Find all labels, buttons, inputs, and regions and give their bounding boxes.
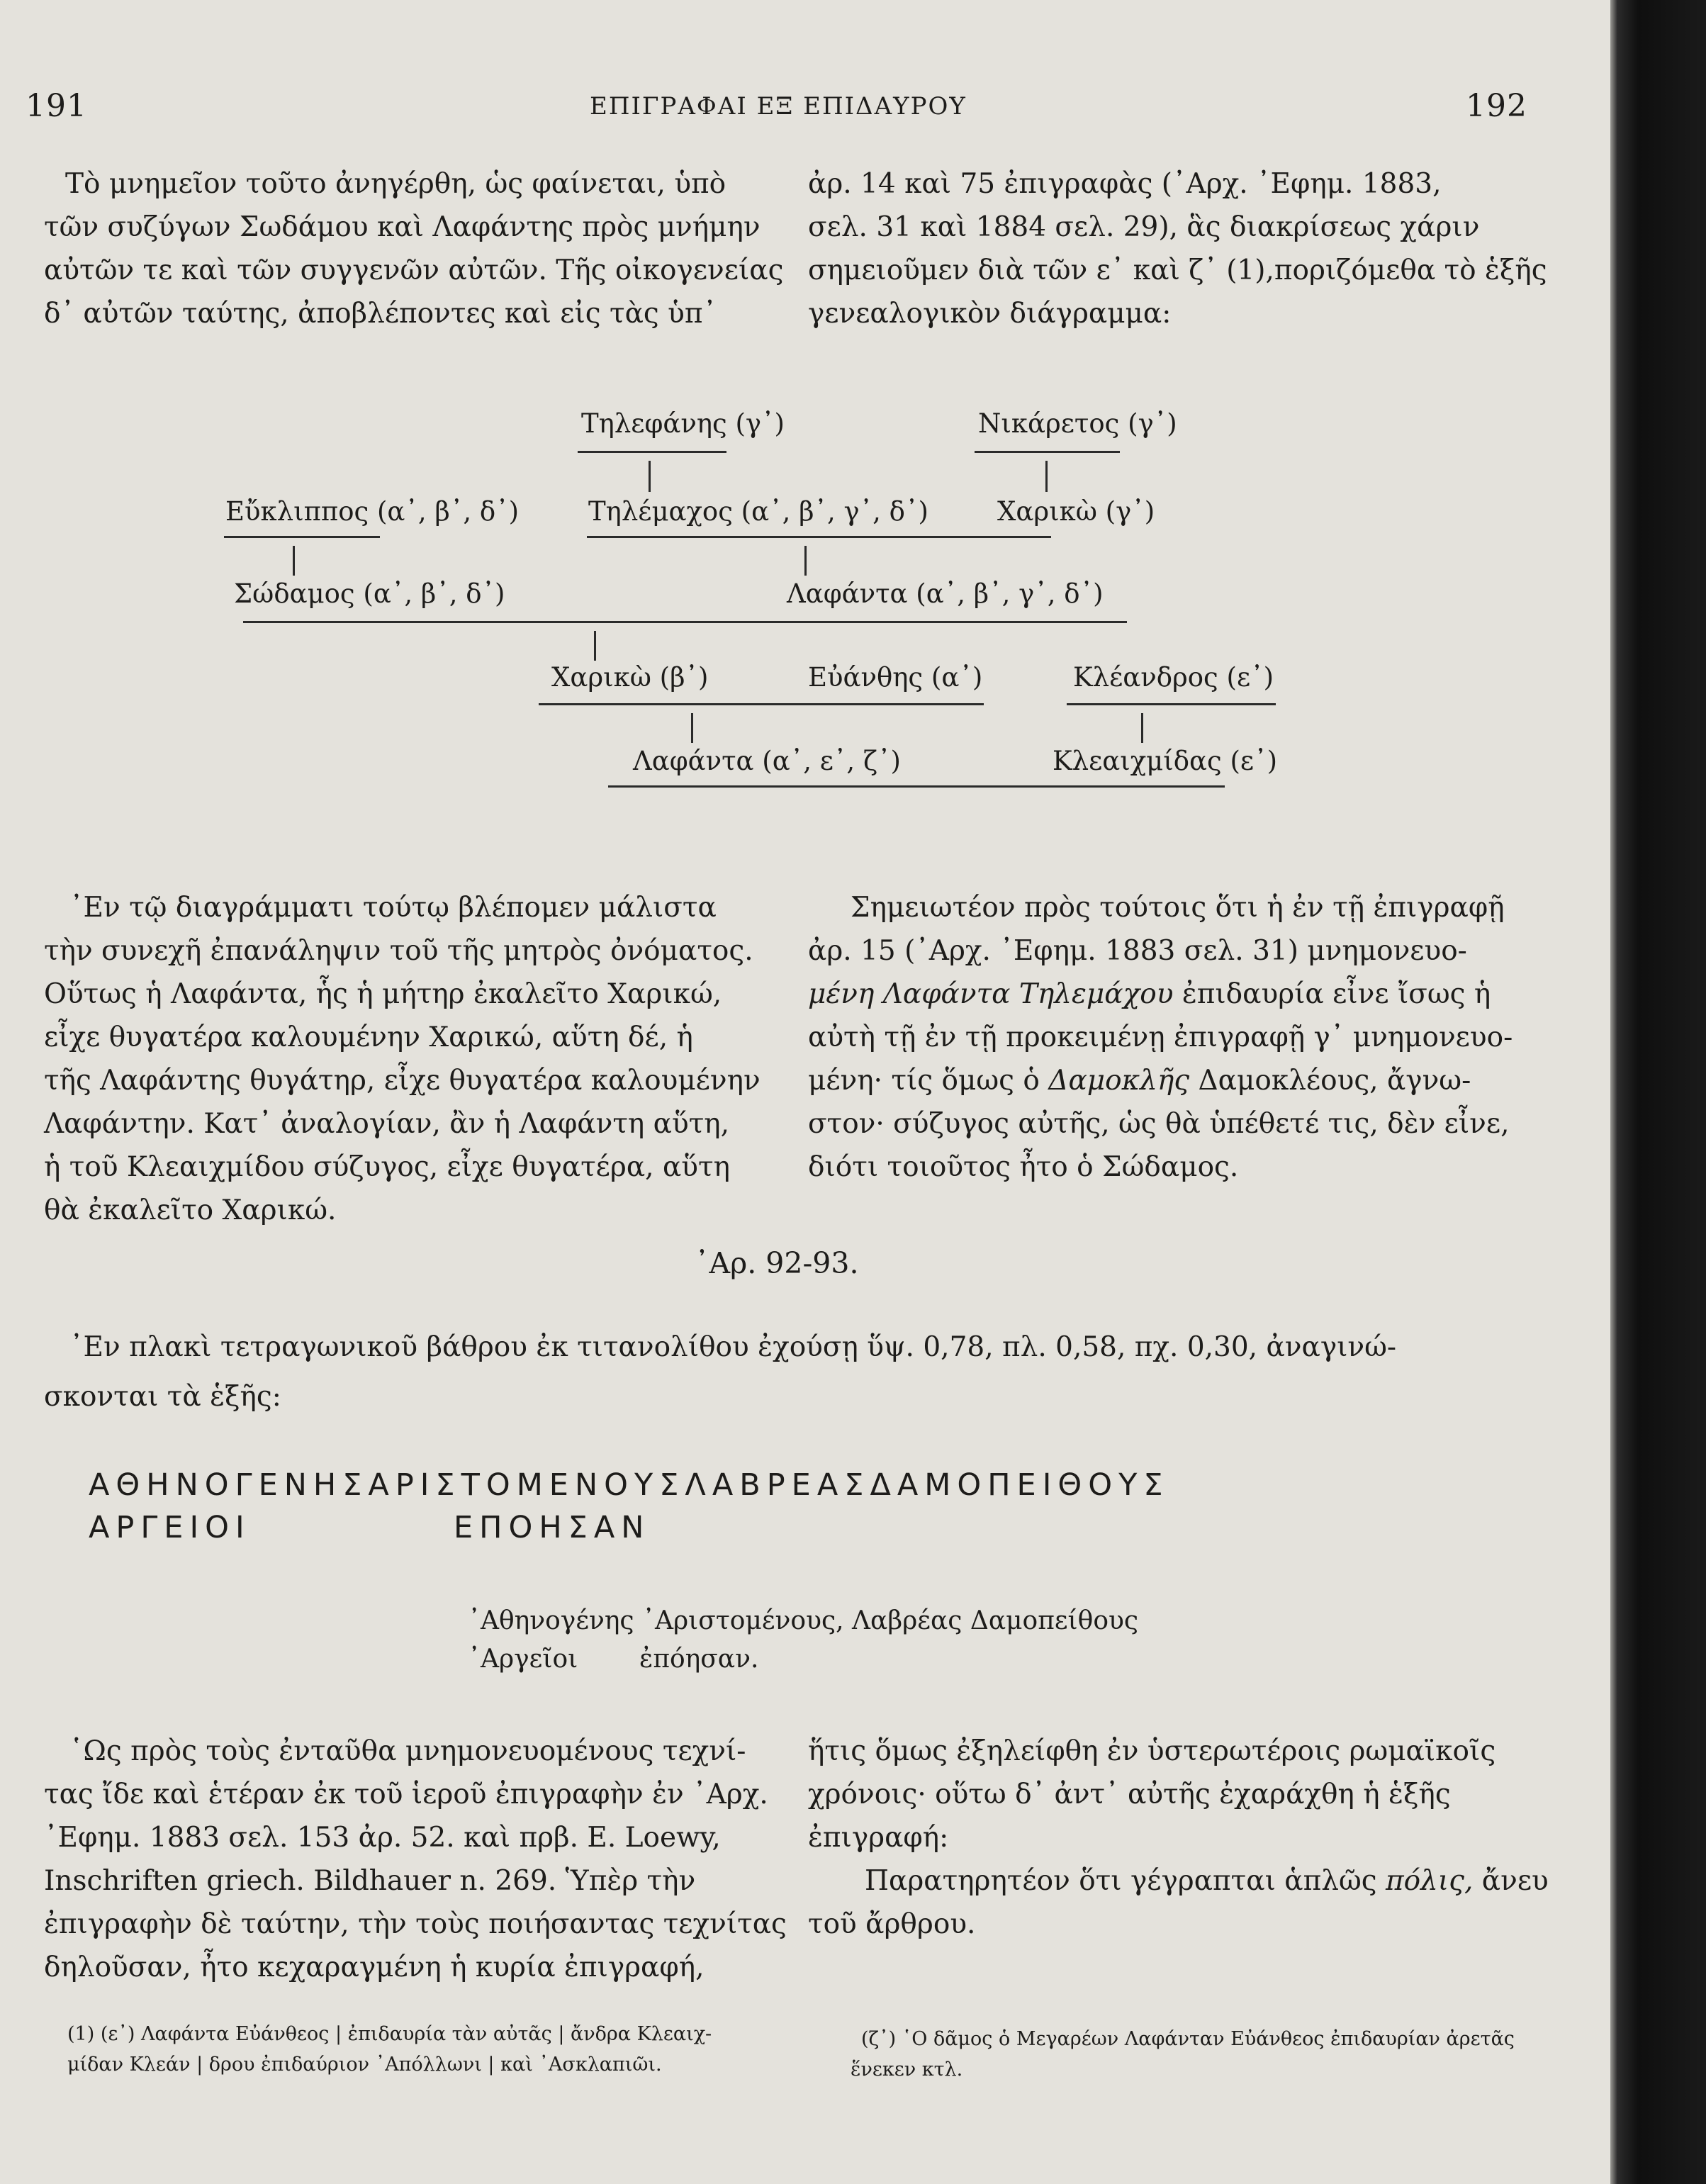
intro-right-line: σημειοῦμεν διὰ τῶν ε᾽ καὶ ζ᾽ (1),ποριζόμεθα τὸ ἑξῆς (808, 254, 1547, 286)
person-telemachos: Τηλέμαχος (α᾽, β᾽, γ᾽, δ᾽) (588, 496, 928, 527)
page-number-right: 192 (1466, 88, 1527, 124)
mid-left-line: Οὕτως ἡ Λαφάντα, ἧς ἡ μήτηρ ἐκαλεῖτο Χαρικώ, (44, 978, 722, 1010)
footnote-left-line: (1) (ε᾽) Λαφάντα Εὐάνθεος | ἐπιδαυρία τὰν αὐτᾶς | ἄνδρα Κλεαιχ- (67, 2023, 712, 2045)
bottom-right-line: ἐπιγραφή: (808, 1822, 949, 1854)
marriage-line (224, 536, 380, 538)
person-telephanes: Τηλεφάνης (γ᾽) (581, 408, 785, 439)
descent-line (691, 713, 693, 743)
person-kleaichmidas: Κλεαιχμίδας (ε᾽) (1053, 746, 1278, 776)
inscription-line-2a: ΑΡΓΕΙΟΙ (89, 1510, 251, 1545)
mid-left-line: εἶχε θυγατέρα καλουμένην Χαρικώ, αὕτη δέ, ἡ (44, 1021, 693, 1053)
intro-right-line: γενεαλογικὸν διάγραμμα: (808, 298, 1172, 330)
footnote-right-line: (ζ᾽) ῾Ο δᾶμος ὁ Μεγαρέων Λαφάνταν Εὐάνθεος ἐπιδαυρίαν ἀρετᾶς (861, 2028, 1515, 2050)
mid-right-line: μένη· τίς ὅμως ὁ Δαμοκλῆς Δαμοκλέους, ἄγνω- (808, 1065, 1471, 1097)
person-kleandros: Κλέανδρος (ε᾽) (1073, 662, 1274, 693)
mid-right-line: ἀρ. 15 (᾽Αρχ. ᾽Εφημ. 1883 σελ. 31) μνημονευο- (808, 935, 1467, 967)
mid-left-line: ᾽Εν τῷ διαγράμματι τούτῳ βλέπομεν μάλιστα (69, 892, 717, 924)
footnote-right-line: ἕνεκεν κτλ. (851, 2059, 963, 2081)
italic-name: Δαμοκλῆς (1048, 1065, 1190, 1097)
intro-right-line: ἀρ. 14 καὶ 75 ἐπιγραφὰς (᾽Αρχ. ᾽Εφημ. 1883, (808, 168, 1442, 200)
person-sodamos: Σώδαμος (α᾽, β᾽, δ᾽) (234, 578, 505, 609)
section-number: ᾽Αρ. 92-93. (695, 1246, 859, 1280)
page-number-left: 191 (26, 88, 87, 124)
description-line: ᾽Εν πλακὶ τετραγωνικοῦ βάθρου ἐκ τιτανολίθου ἐχούσῃ ὕψ. 0,78, πλ. 0,58, πχ. 0,30, ἀναγινώ- (69, 1331, 1397, 1363)
intro-right-line: σελ. 31 καὶ 1884 σελ. 29), ἃς διακρίσεως χάριν (808, 211, 1480, 243)
person-euanthes: Εὐάνθης (α᾽) (808, 662, 983, 693)
intro-left-line: τῶν συζύγων Σωδάμου καὶ Λαφάντης πρὸς μνήμην (44, 211, 761, 243)
bottom-left-line: ᾽Εφημ. 1883 σελ. 153 ἀρ. 52. καὶ πρβ. E. Loewy, (44, 1822, 721, 1854)
mid-right-line: αὐτὴ τῇ ἐν τῇ προκειμένῃ ἐπιγραφῇ γ᾽ μνημονευο- (808, 1021, 1513, 1053)
mid-left-line: θὰ ἐκαλεῖτο Χαρικώ. (44, 1194, 337, 1226)
bottom-left-line: Inschriften griech. Bildhauer n. 269. Ὑπὲρ τὴν (44, 1865, 696, 1897)
person-euklippos: Εὔκλιππος (α᾽, β᾽, δ᾽) (225, 496, 520, 527)
bottom-left-line: ἐπιγραφὴν δὲ ταύτην, τὴν τοὺς ποιήσαντας τεχνίτας (44, 1908, 787, 1940)
footnote-left-line: μίδαν Κλεάν | δρου ἐπιδαύριον ᾽Απόλλωνι | καὶ ᾽Ασκλαπιῶι. (67, 2054, 662, 2076)
person-chariko-g: Χαρικὼ (γ᾽) (997, 496, 1155, 527)
italic-word: πόλις, (1386, 1865, 1474, 1897)
descent-line (649, 461, 651, 492)
person-nikaretos: Νικάρετος (γ᾽) (978, 408, 1177, 439)
intro-left-line: αὐτῶν τε καὶ τῶν συγγενῶν αὐτῶν. Τῆς οἰκογενείας (44, 254, 784, 286)
description-line: σκονται τὰ ἑξῆς: (44, 1381, 281, 1413)
marriage-line (975, 451, 1120, 453)
bottom-right-line: τοῦ ἄρθρου. (808, 1908, 976, 1940)
descent-line (804, 546, 807, 576)
mid-left-line: Λαφάντην. Κατ᾽ ἀναλογίαν, ἂν ἡ Λαφάντη αὕτη, (44, 1108, 730, 1140)
marriage-line (608, 785, 1225, 788)
transcription-line-2b: ἐπόησαν. (639, 1645, 759, 1674)
descent-line (1141, 713, 1143, 743)
descent-line (594, 631, 596, 661)
mid-right-line: Σημειωτέον πρὸς τούτοις ὅτι ἡ ἐν τῇ ἐπιγραφῇ (851, 892, 1505, 924)
intro-left-line: δ᾽ αὐτῶν ταύτης, ἀποβλέποντες καὶ εἰς τὰς ὑπ᾽ (44, 298, 717, 330)
transcription-line-1: ᾽Αθηνογένης ᾽Αριστομένους, Λαβρέας Δαμοπείθους (468, 1606, 1139, 1635)
inscription-line-2b: ΕΠΟΗΣΑΝ (454, 1510, 651, 1545)
bottom-left-line: δηλοῦσαν, ἦτο κεχαραγμένη ἡ κυρία ἐπιγραφή, (44, 1951, 705, 1983)
mid-left-line: τὴν συνεχῆ ἐπανάληψιν τοῦ τῆς μητρὸς ὀνόματος. (44, 935, 753, 967)
person-laphanta-2: Λαφάντα (α᾽, ε᾽, ζ᾽) (633, 746, 901, 776)
transcription-line-2a: ᾽Αργεῖοι (468, 1645, 578, 1674)
book-binding-shadow (1610, 0, 1706, 2184)
descent-line (293, 546, 295, 576)
bottom-right-line: Παρατηρητέον ὅτι γέγραπται ἁπλῶς πόλις, ἄνευ (865, 1865, 1549, 1897)
mid-left-line: τῆς Λαφάντης θυγάτηρ, εἶχε θυγατέρα καλουμένην (44, 1065, 761, 1097)
marriage-line (578, 451, 726, 453)
italic-name: μένη Λαφάντα Τηλεμάχου (808, 978, 1174, 1010)
person-laphanta: Λαφάντα (α᾽, β᾽, γ᾽, δ᾽) (787, 578, 1104, 609)
mid-right-line: μένη Λαφάντα Τηλεμάχου ἐπιδαυρία εἶνε ἴσως ἡ (808, 978, 1491, 1010)
bottom-right-line: χρόνοις· οὕτω δ᾽ ἀντ᾽ αὐτῆς ἐχαράχθη ἡ ἑξῆς (808, 1779, 1451, 1810)
bottom-right-line: ἥτις ὅμως ἐξηλείφθη ἐν ὑστερωτέροις ρωμαϊκοῖς (808, 1735, 1496, 1767)
marriage-line (243, 621, 1127, 623)
intro-left-line: Τὸ μνημεῖον τοῦτο ἀνηγέρθη, ὡς φαίνεται, ὑπὸ (65, 168, 726, 200)
inscription-line-1: ΑΘΗΝΟΓΕΝΗΣΑΡΙΣΤΟΜΕΝΟΥΣΛΑΒΡΕΑΣΔΑΜΟΠΕΙΘΟΥΣ (89, 1467, 1169, 1503)
descent-line (1045, 461, 1048, 492)
person-chariko-b: Χαρικὼ (β᾽) (551, 662, 709, 693)
marriage-line (1067, 703, 1276, 705)
marriage-line (587, 536, 1051, 538)
running-title: ΕΠΙΓΡΑΦΑΙ ΕΞ ΕΠΙΔΑΥΡΟΥ (590, 92, 967, 121)
bottom-left-line: τας ἴδε καὶ ἑτέραν ἐκ τοῦ ἱεροῦ ἐπιγραφὴν ἐν ᾽Αρχ. (44, 1779, 768, 1810)
bottom-left-line: ῾Ως πρὸς τοὺς ἐνταῦθα μνημονευομένους τεχνί- (69, 1735, 746, 1767)
mid-right-line: στον· σύζυγος αὐτῆς, ὡς θὰ ὑπέθετέ τις, δὲν εἶνε, (808, 1108, 1510, 1140)
mid-right-line: διότι τοιοῦτος ἦτο ὁ Σώδαμος. (808, 1151, 1239, 1183)
marriage-line (539, 703, 984, 705)
mid-left-line: ἡ τοῦ Κλεαιχμίδου σύζυγος, εἶχε θυγατέρα, αὕτη (44, 1151, 730, 1183)
